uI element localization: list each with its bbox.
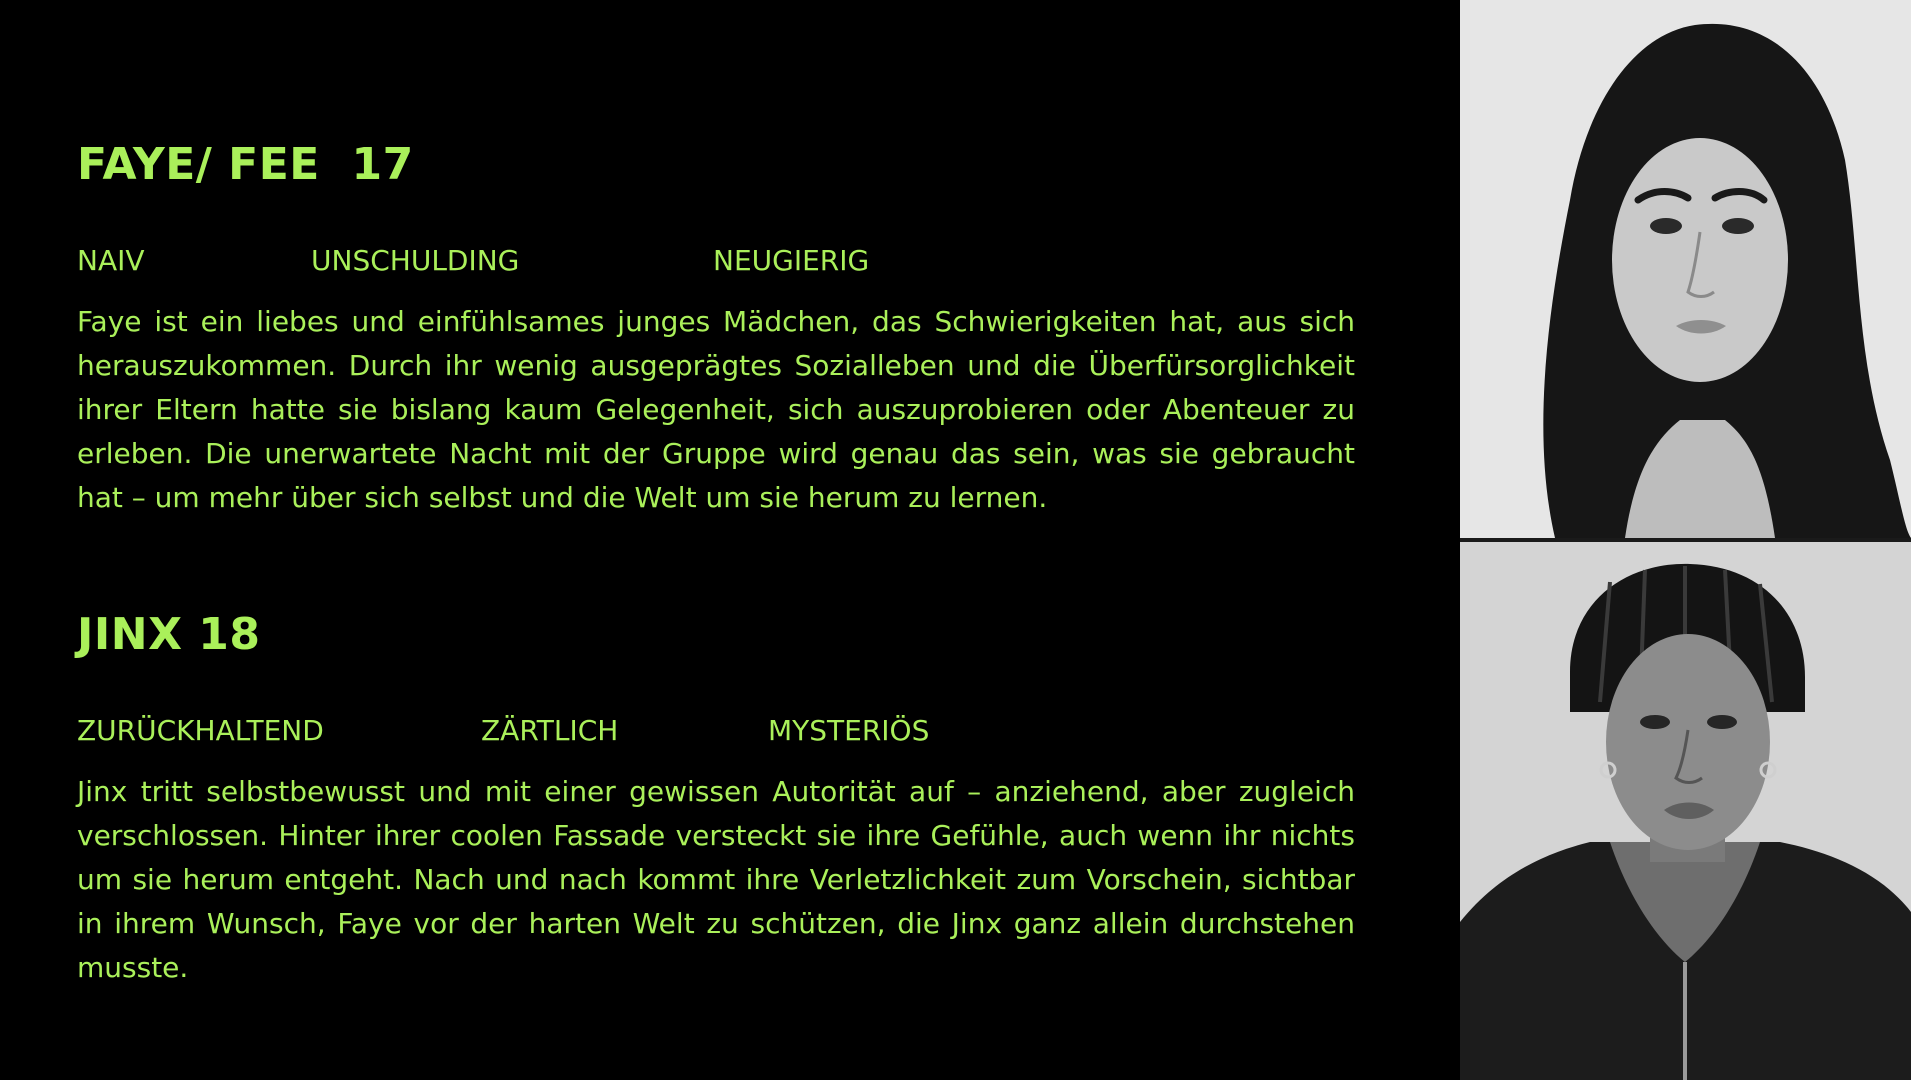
character-description-faye: Faye ist ein liebes und einfühlsames junges Mädchen, das Schwierigkeiten hat, aus sich herauszukommen. Durch ihr wenig ausgeprägtes Sozialleben und die Überfürsorglichkeit ihrer Eltern hatte sie bislang kaum Gelegenheit, sich auszuprobieren oder Abenteuer zu erleben. Die unerwartete Nacht mit der Gruppe wird genau das sein, was sie gebraucht hat – um mehr über sich selbst und die Welt um sie herum zu lernen. <box>77 305 1355 514</box>
trait-jinx-1: ZURÜCKHALTEND <box>77 714 324 747</box>
trait-jinx-3: MYSTERIÖS <box>768 714 930 747</box>
trait-faye-3: NEUGIERIG <box>713 244 870 277</box>
trait-list-faye <box>77 241 1177 281</box>
trait-faye-1: NAIV <box>77 244 145 277</box>
portrait-photo-jinx <box>1460 542 1911 1080</box>
character-text-column <box>77 0 1355 1080</box>
trait-jinx-2: ZÄRTLICH <box>481 714 619 747</box>
character-name-jinx: JINX 18 <box>77 609 261 660</box>
trait-list-jinx <box>77 711 1177 751</box>
character-description-jinx: Jinx tritt selbstbewusst und mit einer gewissen Autorität auf – anziehend, aber zugleich verschlossen. Hinter ihrer coolen Fassade versteckt sie ihre Gefühle, auch wenn ihr nichts um sie herum entgeht. Nach und nach kommt ihre Verletzlichkeit zum Vorschein, sichtbar in ihrem Wunsch, Faye vor der harten Welt zu schützen, die Jinx ganz allein durchstehen musste. <box>77 775 1355 984</box>
trait-faye-2: UNSCHULDING <box>311 244 520 277</box>
portrait-photo-faye <box>1460 0 1911 538</box>
character-name-faye: FAYE/ FEE 17 <box>77 139 414 190</box>
